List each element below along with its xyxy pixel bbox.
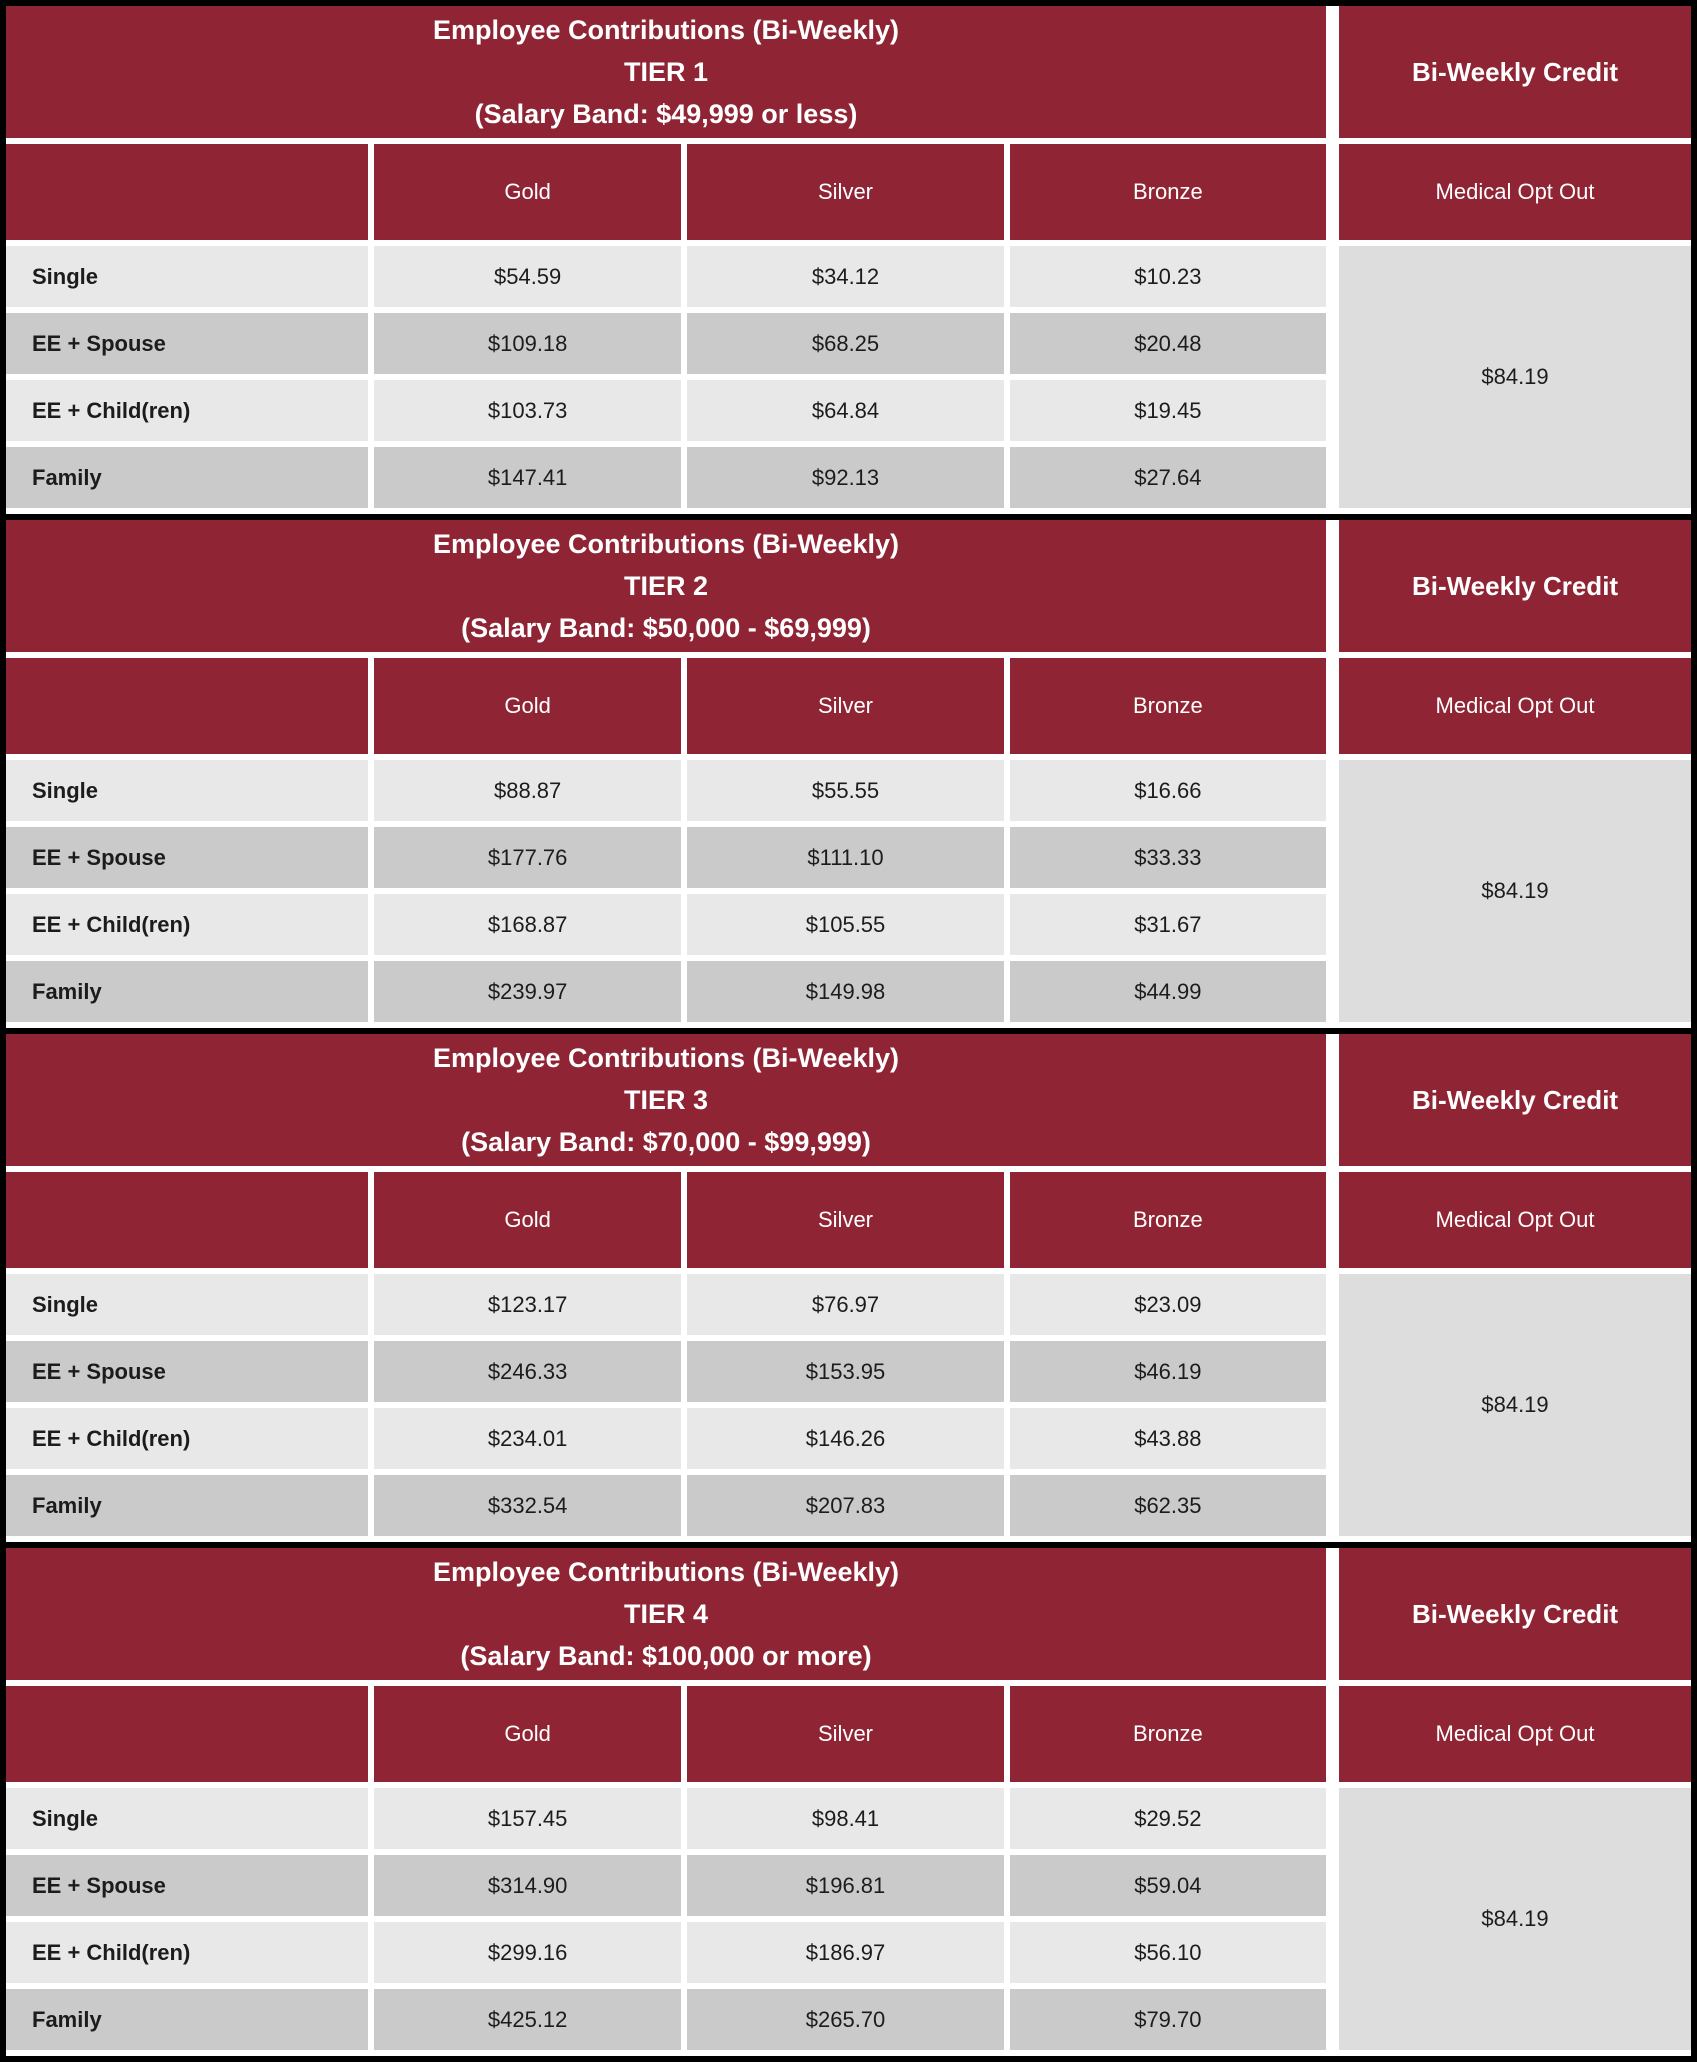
value-single-bronze: $10.23 — [1010, 246, 1326, 307]
value-family-silver: $207.83 — [687, 1475, 1003, 1536]
medical-opt-out-credit-value: $84.19 — [1339, 1274, 1691, 1536]
column-header-medical-opt-out: Medical Opt Out — [1339, 658, 1691, 754]
medical-opt-out-credit-value: $84.19 — [1339, 246, 1691, 508]
value-ee-spouse-silver: $153.95 — [687, 1341, 1003, 1402]
value-family-gold: $425.12 — [374, 1989, 681, 2050]
value-family-bronze: $79.70 — [1010, 1989, 1326, 2050]
value-single-bronze: $23.09 — [1010, 1274, 1326, 1335]
row-label-family: Family — [6, 961, 368, 1022]
value-single-silver: $55.55 — [687, 760, 1003, 821]
value-single-silver: $76.97 — [687, 1274, 1003, 1335]
value-ee-children-bronze: $19.45 — [1010, 380, 1326, 441]
value-single-bronze: $29.52 — [1010, 1788, 1326, 1849]
column-header-gold: Gold — [374, 658, 681, 754]
tier-title — [6, 1548, 1326, 1680]
value-family-gold: $332.54 — [374, 1475, 681, 1536]
row-label-family: Family — [6, 1475, 368, 1536]
row-label-ee-spouse: EE + Spouse — [6, 1341, 368, 1402]
value-ee-spouse-bronze: $33.33 — [1010, 827, 1326, 888]
tier-table — [6, 1034, 1691, 1542]
row-label-single: Single — [6, 1788, 368, 1849]
row-label-ee-spouse: EE + Spouse — [6, 827, 368, 888]
row-label-ee-spouse: EE + Spouse — [6, 1855, 368, 1916]
value-single-gold: $54.59 — [374, 246, 681, 307]
value-family-bronze: $27.64 — [1010, 447, 1326, 508]
column-header-silver: Silver — [687, 1686, 1003, 1782]
row-label-ee-children: EE + Child(ren) — [6, 380, 368, 441]
value-single-gold: $88.87 — [374, 760, 681, 821]
tier-title-line-2: TIER 2 — [623, 571, 709, 601]
value-family-bronze: $62.35 — [1010, 1475, 1326, 1536]
tier-table — [6, 1548, 1691, 2056]
blank-header-cell — [6, 1686, 368, 1782]
column-header-silver: Silver — [687, 1172, 1003, 1268]
row-label-family: Family — [6, 1989, 368, 2050]
value-ee-children-silver: $146.26 — [687, 1408, 1003, 1469]
tier-title-line-3: (Salary Band: $50,000 - $69,999) — [461, 613, 871, 643]
column-header-bronze: Bronze — [1010, 658, 1326, 754]
row-label-ee-children: EE + Child(ren) — [6, 1922, 368, 1983]
value-family-silver: $265.70 — [687, 1989, 1003, 2050]
column-header-gold: Gold — [374, 144, 681, 240]
value-ee-spouse-gold: $314.90 — [374, 1855, 681, 1916]
column-header-medical-opt-out: Medical Opt Out — [1339, 1686, 1691, 1782]
column-header-bronze: Bronze — [1010, 144, 1326, 240]
tier-title-line-3: (Salary Band: $100,000 or more) — [460, 1641, 872, 1671]
value-single-gold: $157.45 — [374, 1788, 681, 1849]
value-family-gold: $239.97 — [374, 961, 681, 1022]
tier-title — [6, 1034, 1326, 1166]
tier-title-line-1: Employee Contributions (Bi-Weekly) — [432, 15, 900, 45]
value-single-gold: $123.17 — [374, 1274, 681, 1335]
bi-weekly-credit-header: Bi-Weekly Credit — [1339, 520, 1691, 652]
value-ee-spouse-silver: $196.81 — [687, 1855, 1003, 1916]
bi-weekly-credit-header: Bi-Weekly Credit — [1339, 1548, 1691, 1680]
tier-title-line-1: Employee Contributions (Bi-Weekly) — [432, 1557, 900, 1587]
bi-weekly-credit-header: Bi-Weekly Credit — [1339, 1034, 1691, 1166]
tier-table — [6, 6, 1691, 514]
row-label-family: Family — [6, 447, 368, 508]
value-ee-children-bronze: $43.88 — [1010, 1408, 1326, 1469]
tier-tables-container — [6, 6, 1691, 2056]
value-family-gold: $147.41 — [374, 447, 681, 508]
value-single-silver: $34.12 — [687, 246, 1003, 307]
column-header-gold: Gold — [374, 1686, 681, 1782]
column-header-silver: Silver — [687, 658, 1003, 754]
tier-table — [6, 520, 1691, 1028]
value-single-bronze: $16.66 — [1010, 760, 1326, 821]
row-label-single: Single — [6, 246, 368, 307]
tier-title-line-2: TIER 1 — [623, 57, 709, 87]
row-label-single: Single — [6, 760, 368, 821]
blank-header-cell — [6, 658, 368, 754]
tier-title-line-1: Employee Contributions (Bi-Weekly) — [432, 529, 900, 559]
value-ee-children-gold: $168.87 — [374, 894, 681, 955]
value-ee-spouse-gold: $246.33 — [374, 1341, 681, 1402]
column-header-medical-opt-out: Medical Opt Out — [1339, 144, 1691, 240]
value-ee-spouse-gold: $109.18 — [374, 313, 681, 374]
value-family-bronze: $44.99 — [1010, 961, 1326, 1022]
value-ee-children-bronze: $31.67 — [1010, 894, 1326, 955]
column-header-bronze: Bronze — [1010, 1172, 1326, 1268]
row-label-ee-children: EE + Child(ren) — [6, 1408, 368, 1469]
value-ee-children-gold: $234.01 — [374, 1408, 681, 1469]
value-family-silver: $149.98 — [687, 961, 1003, 1022]
value-ee-spouse-bronze: $20.48 — [1010, 313, 1326, 374]
value-family-silver: $92.13 — [687, 447, 1003, 508]
medical-opt-out-credit-value: $84.19 — [1339, 760, 1691, 1022]
value-ee-spouse-bronze: $46.19 — [1010, 1341, 1326, 1402]
medical-opt-out-credit-value: $84.19 — [1339, 1788, 1691, 2050]
blank-header-cell — [6, 1172, 368, 1268]
value-ee-children-gold: $299.16 — [374, 1922, 681, 1983]
tier-title-line-1: Employee Contributions (Bi-Weekly) — [432, 1043, 900, 1073]
value-ee-children-bronze: $56.10 — [1010, 1922, 1326, 1983]
bi-weekly-credit-header: Bi-Weekly Credit — [1339, 6, 1691, 138]
value-ee-children-silver: $105.55 — [687, 894, 1003, 955]
row-label-ee-spouse: EE + Spouse — [6, 313, 368, 374]
column-header-silver: Silver — [687, 144, 1003, 240]
tier-title-line-2: TIER 3 — [623, 1085, 709, 1115]
tier-title-line-2: TIER 4 — [623, 1599, 709, 1629]
value-ee-spouse-bronze: $59.04 — [1010, 1855, 1326, 1916]
value-ee-spouse-silver: $68.25 — [687, 313, 1003, 374]
value-ee-children-gold: $103.73 — [374, 380, 681, 441]
value-ee-children-silver: $186.97 — [687, 1922, 1003, 1983]
tier-title-line-3: (Salary Band: $49,999 or less) — [474, 99, 858, 129]
tier-title — [6, 520, 1326, 652]
tier-title — [6, 6, 1326, 138]
column-header-bronze: Bronze — [1010, 1686, 1326, 1782]
value-ee-spouse-gold: $177.76 — [374, 827, 681, 888]
row-label-ee-children: EE + Child(ren) — [6, 894, 368, 955]
value-ee-spouse-silver: $111.10 — [687, 827, 1003, 888]
column-header-gold: Gold — [374, 1172, 681, 1268]
blank-header-cell — [6, 144, 368, 240]
row-label-single: Single — [6, 1274, 368, 1335]
value-single-silver: $98.41 — [687, 1788, 1003, 1849]
tier-title-line-3: (Salary Band: $70,000 - $99,999) — [461, 1127, 871, 1157]
column-header-medical-opt-out: Medical Opt Out — [1339, 1172, 1691, 1268]
value-ee-children-silver: $64.84 — [687, 380, 1003, 441]
